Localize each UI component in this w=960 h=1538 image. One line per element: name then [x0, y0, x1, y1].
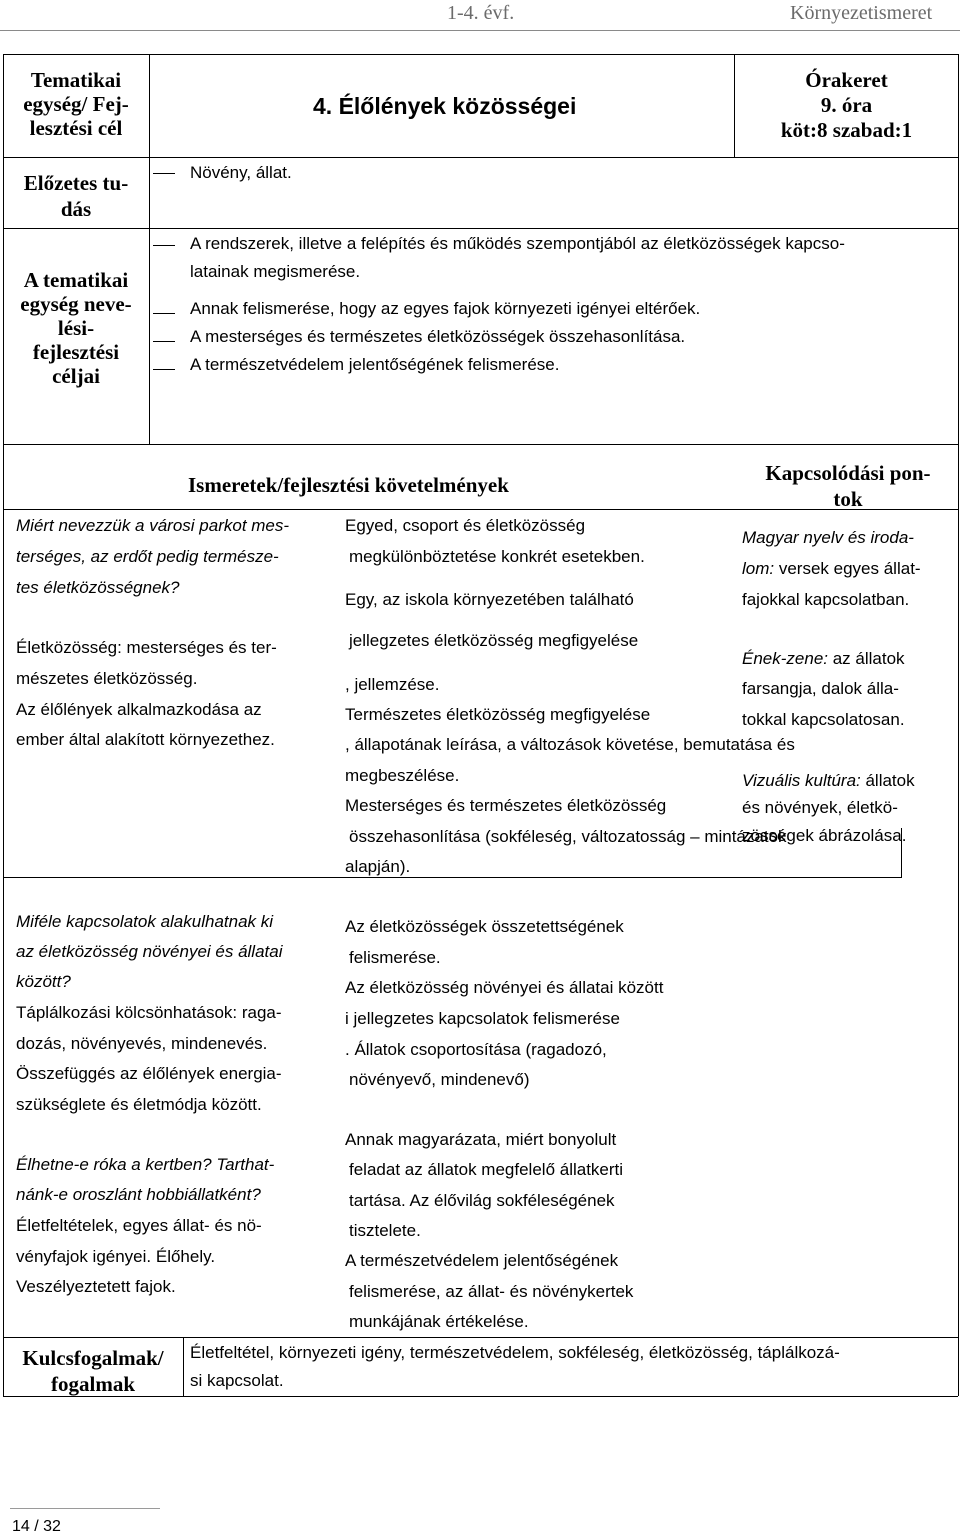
- connection-text: fajokkal kapcsolatban.: [742, 590, 910, 609]
- topic-title: 4. Élőlények közösségei: [313, 93, 577, 119]
- goal-item: A mesterséges és természetes életközösségek összehasonlítása.: [190, 327, 686, 346]
- requirement-text: feladat az állatok megfelelő állatkerti: [349, 1160, 624, 1179]
- knowledge-text: ember által alakított környezethez.: [16, 730, 275, 749]
- bullet-dash: [153, 313, 175, 314]
- hours-value: 9. óra: [820, 93, 873, 117]
- requirement-text: megkülönböztetése konkrét esetekben.: [349, 547, 645, 566]
- footer-rule: [10, 1508, 160, 1509]
- question-text: Élhetne-e róka a kertben? Tarthat-: [16, 1155, 275, 1174]
- requirement-text: munkájának értékelése.: [349, 1312, 529, 1331]
- goal-item: Annak felismerése, hogy az egyes fajok környezeti igényei eltérőek.: [190, 299, 701, 318]
- connection-text: lom: versek egyes állat-: [742, 559, 921, 578]
- hours-box: [735, 68, 958, 143]
- requirements-header: Ismeretek/fejlesztési követelmények: [188, 473, 509, 497]
- knowledge-text: Veszélyeztetett fajok.: [16, 1277, 176, 1296]
- requirement-text: i jellegzetes kapcsolatok felismerése: [345, 1009, 620, 1028]
- requirement-text: Annak magyarázata, miért bonyolult: [345, 1130, 617, 1149]
- requirement-text: Az életközösségek összetettségének: [345, 917, 624, 936]
- knowledge-text: Életfeltételek, egyes állat- és nö-: [16, 1216, 262, 1235]
- knowledge-text: Az élőlények alkalmazkodása az: [16, 700, 262, 719]
- requirement-text: felismerése, az állat- és növénykertek: [349, 1282, 634, 1301]
- connection-text: és növények, életkö-: [742, 798, 898, 817]
- requirement-text: Egy, az iskola környezetében található: [345, 590, 634, 609]
- connection-subject: lom:: [742, 559, 775, 578]
- connection-subject: Ének-zene:: [742, 649, 828, 668]
- question-text: tes életközösségnek?: [16, 578, 180, 597]
- requirement-text: Egyed, csoport és életközösség: [345, 516, 586, 535]
- question-text: Miért nevezzük a városi parkot mes-: [16, 516, 290, 535]
- requirement-text: növényevő, mindenevő): [349, 1070, 530, 1089]
- hours-label: Órakeret: [805, 68, 888, 92]
- goal-item: A rendszerek, illetve a felépítés és működés szempontjából az életközösségek kapcso-: [190, 234, 845, 253]
- requirement-text: Mesterséges és természetes életközösség: [345, 796, 667, 815]
- connection-text: farsangja, dalok álla-: [742, 679, 899, 698]
- question-text: között?: [16, 972, 71, 991]
- knowledge-text: szükséglete és életmódja között.: [16, 1095, 262, 1114]
- connection-subject: Vizuális kultúra:: [742, 771, 861, 790]
- knowledge-text: Táplálkozási kölcsönhatások: raga-: [16, 1003, 282, 1022]
- bullet-dash: [153, 369, 175, 370]
- connections-header: Kapcsolódási pon- tok: [765, 461, 931, 511]
- question-text: Miféle kapcsolatok alakulhatnak ki: [16, 912, 274, 931]
- connection-text: zösségek ábrázolása.: [742, 826, 907, 845]
- connection-text: tokkal kapcsolatosan.: [742, 710, 905, 729]
- requirement-text: , állapotának leírása, a változások követése, bemutatása és: [345, 735, 795, 754]
- prior-knowledge-label: Előzetes tu- dás: [23, 171, 129, 221]
- hours-detail: köt:8 szabad:1: [780, 118, 913, 142]
- header-rule: [0, 30, 960, 31]
- prior-knowledge-text: Növény, állat.: [190, 163, 292, 182]
- bullet-dash: [153, 173, 175, 174]
- requirement-text: A természetvédelem jelentőségének: [345, 1251, 619, 1270]
- connection-subject: Magyar nyelv és iroda-: [742, 528, 914, 547]
- subject-label: Környezetismeret: [790, 2, 933, 24]
- requirement-text: tisztelete.: [349, 1221, 421, 1240]
- requirement-text: Természetes életközösség megfigyelése: [345, 705, 651, 724]
- question-text: az életközösség növényei és állatai: [16, 942, 283, 961]
- knowledge-text: vényfajok igényei. Élőhely.: [16, 1247, 216, 1266]
- bullet-dash: [153, 341, 175, 342]
- question-text: terséges, az erdőt pedig természe-: [16, 547, 279, 566]
- requirement-text: alapján).: [345, 857, 411, 876]
- topic-label: Tematikai egység/ Fej- lesztési cél: [23, 68, 129, 140]
- goal-item: A természetvédelem jelentőségének felismerése.: [190, 355, 560, 374]
- requirement-text: jellegzetes életközösség megfigyelése: [349, 631, 639, 650]
- goals-label: A tematikai egység neve- lési- fejlesztési céljai: [20, 268, 132, 388]
- key-concepts-label: Kulcsfogalmak/ fogalmak: [22, 1346, 164, 1396]
- requirement-text: összehasonlítása (sokféleség, változatosság – mintázatok: [349, 827, 787, 846]
- knowledge-text: mészetes életközösség.: [16, 669, 198, 688]
- knowledge-text: dozás, növényevés, mindenevés.: [16, 1034, 268, 1053]
- requirement-text: Az életközösség növényei és állatai között: [345, 978, 664, 997]
- question-text: nánk-e oroszlánt hobbiállatként?: [16, 1185, 261, 1204]
- page-number: 14 / 32: [12, 1518, 61, 1535]
- knowledge-text: Összefüggés az élőlények energia-: [16, 1064, 282, 1083]
- requirement-text: felismerése.: [349, 948, 441, 967]
- grade-label: 1-4. évf.: [447, 2, 515, 24]
- requirement-text: , jellemzése.: [345, 675, 440, 694]
- connection-text: Vizuális kultúra: állatok: [742, 771, 915, 790]
- knowledge-text: Életközösség: mesterséges és ter-: [16, 638, 277, 657]
- goal-item-continued: latainak megismerése.: [190, 262, 361, 281]
- requirement-text: tartása. Az élővilág sokféleségének: [349, 1191, 615, 1210]
- requirement-text: . Állatok csoportosítása (ragadozó,: [345, 1040, 607, 1059]
- requirement-text: megbeszélése.: [345, 766, 460, 785]
- connection-text: Ének-zene: az állatok: [742, 649, 905, 668]
- bullet-dash: [153, 245, 175, 246]
- running-header: [0, 0, 960, 30]
